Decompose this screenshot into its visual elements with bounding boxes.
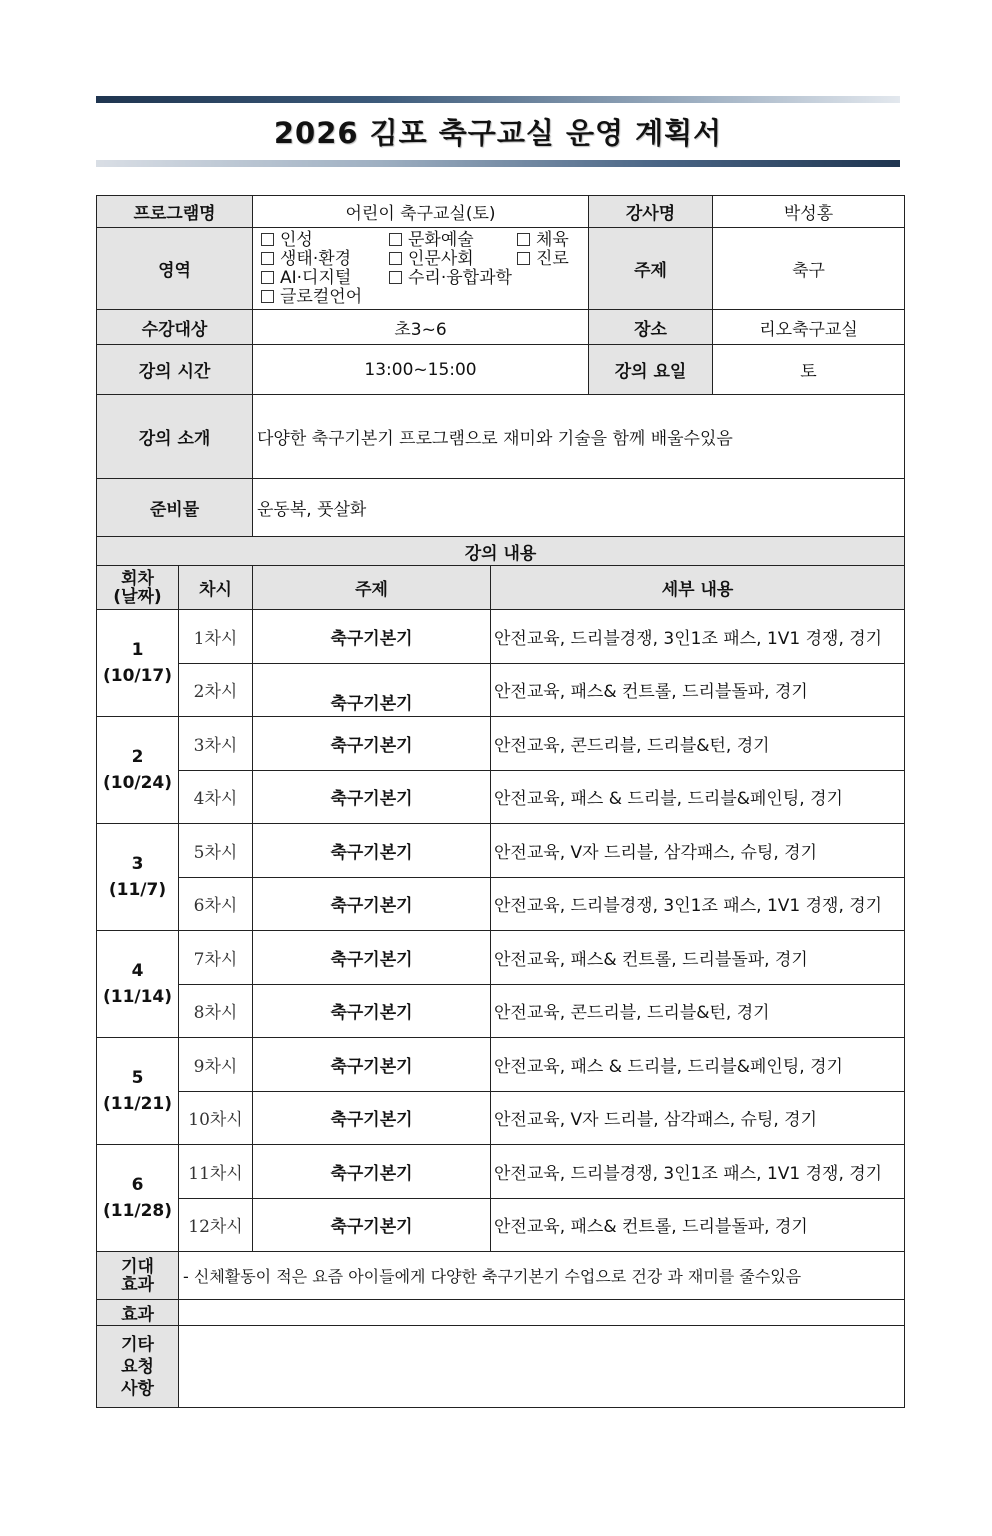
area-checkbox[interactable]: 생태·환경 (261, 250, 389, 269)
session-detail: 안전교육, 콘드리블, 드리블&턴, 경기 (491, 717, 905, 771)
session-label: 1차시 (179, 610, 253, 664)
plan-table (96, 195, 905, 1408)
round-number: 3 (131, 854, 144, 874)
session-topic: 축구기본기 (253, 717, 491, 771)
topic-header: 주제 (253, 566, 491, 610)
checkbox-icon (261, 233, 274, 246)
time-label: 강의 시간 (97, 345, 253, 395)
materials-label: 준비물 (97, 479, 253, 537)
session-label: 7차시 (179, 931, 253, 985)
checkbox-icon (389, 271, 402, 284)
other-label: 기타 요청 사항 (97, 1326, 179, 1408)
day-value: 토 (713, 345, 905, 395)
program-value: 어린이 축구교실(토) (253, 196, 589, 228)
title-top-bar (96, 96, 900, 103)
session-detail: 안전교육, V자 드리블, 삼각패스, 슈팅, 경기 (491, 824, 905, 878)
expected-label: 기대 효과 (97, 1252, 179, 1300)
session-row (97, 931, 905, 985)
session-topic: 축구기본기 (253, 1198, 491, 1252)
session-row (97, 877, 905, 931)
round-cell (97, 1038, 179, 1145)
session-detail: 안전교육, 드리블경쟁, 3인1조 패스, 1V1 경쟁, 경기 (491, 877, 905, 931)
session-detail: 안전교육, 드리블경쟁, 3인1조 패스, 1V1 경쟁, 경기 (491, 610, 905, 664)
session-row (97, 663, 905, 717)
session-label: 12차시 (179, 1198, 253, 1252)
checkbox-icon (389, 233, 402, 246)
session-row (97, 984, 905, 1038)
other-value (179, 1326, 905, 1408)
checkbox-icon (517, 233, 530, 246)
session-label: 4차시 (179, 770, 253, 824)
round-cell (97, 1145, 179, 1252)
round-header: 회차 (날짜) (97, 566, 179, 610)
session-detail: 안전교육, 드리블경쟁, 3인1조 패스, 1V1 경쟁, 경기 (491, 1145, 905, 1199)
content-section-title: 강의 내용 (97, 537, 905, 566)
session-row (97, 1091, 905, 1145)
instructor-label: 강사명 (589, 196, 713, 228)
round-number: 4 (131, 961, 144, 981)
round-number: 1 (131, 640, 144, 660)
target-value: 초3~6 (253, 310, 589, 345)
round-cell (97, 610, 179, 717)
round-cell (97, 824, 179, 931)
session-row (97, 1145, 905, 1199)
area-checkbox[interactable]: AI·디지털 (261, 269, 389, 288)
session-detail: 안전교육, 패스& 컨트롤, 드리블돌파, 경기 (491, 663, 905, 717)
session-label: 2차시 (179, 663, 253, 717)
round-number: 6 (131, 1175, 144, 1195)
session-topic: 축구기본기 (253, 984, 491, 1038)
session-topic: 축구기본기 (253, 1091, 491, 1145)
session-detail: 안전교육, 패스& 컨트롤, 드리블돌파, 경기 (491, 931, 905, 985)
checkbox-icon (389, 252, 402, 265)
place-value: 리오축구교실 (713, 310, 905, 345)
session-topic: 축구기본기 (253, 931, 491, 985)
session-header: 차시 (179, 566, 253, 610)
title-bottom-bar (96, 160, 900, 167)
round-date: (11/14) (102, 987, 173, 1007)
session-detail: 안전교육, 패스 & 드리블, 드리블&페인팅, 경기 (491, 1038, 905, 1092)
program-label: 프로그램명 (97, 196, 253, 228)
round-date: (11/21) (102, 1094, 173, 1114)
area-checkbox[interactable]: 인성 (261, 231, 389, 250)
round-date: (11/28) (102, 1201, 173, 1221)
materials-value: 운동복, 풋살화 (253, 479, 905, 537)
round-date: (11/7) (108, 880, 167, 900)
expected-value: - 신체활동이 적은 요즘 아이들에게 다양한 축구기본기 수업으로 건강 과 재미를 줄수있음 (179, 1252, 905, 1300)
lecture-rounds (97, 610, 905, 1252)
round-date: (10/17) (102, 666, 173, 686)
detail-header: 세부 내용 (491, 566, 905, 610)
session-label: 6차시 (179, 877, 253, 931)
time-value: 13:00~15:00 (253, 345, 589, 395)
topic-value: 축구 (713, 228, 905, 310)
session-detail: 안전교육, 콘드리블, 드리블&턴, 경기 (491, 984, 905, 1038)
target-label: 수강대상 (97, 310, 253, 345)
place-label: 장소 (589, 310, 713, 345)
round-cell (97, 931, 179, 1038)
intro-value: 다양한 축구기본기 프로그램으로 재미와 기술을 함께 배울수있음 (253, 395, 905, 479)
page-title: 2026 김포 축구교실 운영 계획서 (273, 116, 723, 150)
checkbox-icon (261, 271, 274, 284)
session-row (97, 1038, 905, 1092)
session-topic: 축구기본기 (253, 1145, 491, 1199)
round-number: 5 (131, 1068, 144, 1088)
session-label: 11차시 (179, 1145, 253, 1199)
round-number: 2 (131, 747, 144, 767)
session-label: 9차시 (179, 1038, 253, 1092)
effect-label: 효과 (97, 1300, 179, 1326)
session-topic: 축구기본기 (253, 610, 491, 664)
area-label: 영역 (97, 228, 253, 310)
session-label: 3차시 (179, 717, 253, 771)
session-topic: 축구기본기 (253, 877, 491, 931)
checkbox-icon (517, 252, 530, 265)
intro-label: 강의 소개 (97, 395, 253, 479)
checkbox-icon (261, 252, 274, 265)
area-checkbox[interactable]: 진로 (517, 250, 569, 269)
area-checkbox[interactable]: 인문사회 (389, 250, 517, 269)
round-cell (97, 717, 179, 824)
area-checkbox[interactable]: 체육 (517, 231, 569, 250)
area-checkbox[interactable]: 수리·융합과학 (389, 269, 512, 288)
area-checkbox[interactable]: 문화예술 (389, 231, 517, 250)
session-row (97, 770, 905, 824)
area-checklist (253, 228, 589, 310)
checkbox-icon (261, 290, 274, 303)
session-topic: 축구기본기 (253, 1038, 491, 1092)
area-checkbox[interactable]: 글로컬언어 (261, 288, 362, 307)
session-detail: 안전교육, 패스 & 드리블, 드리블&페인팅, 경기 (491, 770, 905, 824)
session-detail: 안전교육, V자 드리블, 삼각패스, 슈팅, 경기 (491, 1091, 905, 1145)
instructor-value: 박성홍 (713, 196, 905, 228)
session-label: 5차시 (179, 824, 253, 878)
session-row (97, 824, 905, 878)
session-label: 10차시 (179, 1091, 253, 1145)
session-row (97, 610, 905, 664)
session-row (97, 1198, 905, 1252)
session-row (97, 717, 905, 771)
session-detail: 안전교육, 패스& 컨트롤, 드리블돌파, 경기 (491, 1198, 905, 1252)
session-label: 8차시 (179, 984, 253, 1038)
session-topic: 축구기본기 (253, 770, 491, 824)
day-label: 강의 요일 (589, 345, 713, 395)
round-date: (10/24) (102, 773, 173, 793)
session-topic: 축구기본기 (253, 824, 491, 878)
topic-label: 주제 (589, 228, 713, 310)
session-topic: 축구기본기 (253, 663, 491, 717)
effect-value (179, 1300, 905, 1326)
